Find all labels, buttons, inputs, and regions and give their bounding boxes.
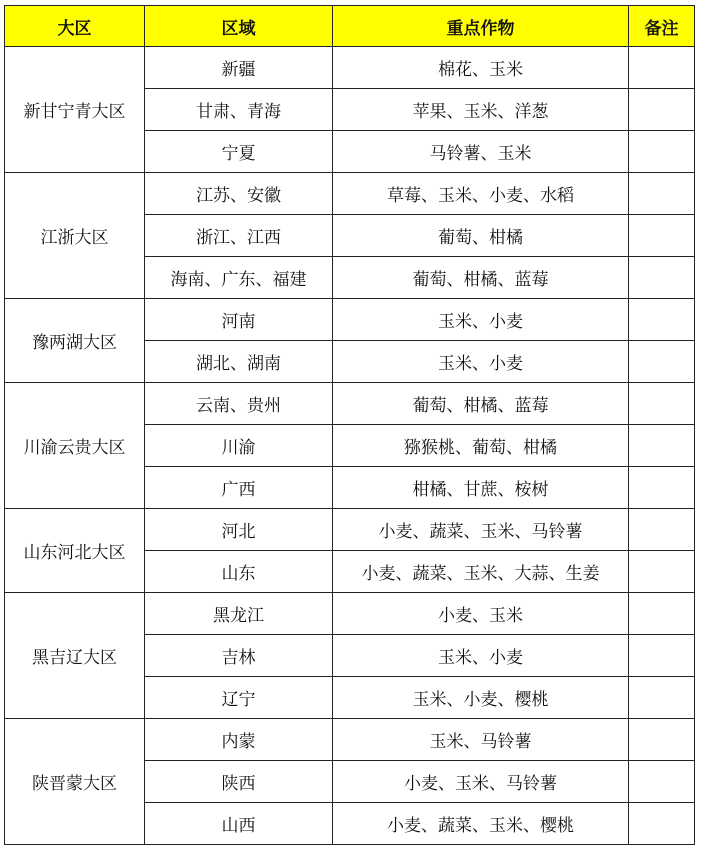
region-cell: 江浙大区 [5, 173, 145, 299]
region-cell: 黑吉辽大区 [5, 593, 145, 719]
area-cell: 江苏、安徽 [145, 173, 333, 215]
crops-cell: 苹果、玉米、洋葱 [333, 89, 629, 131]
header-note: 备注 [629, 6, 695, 47]
area-cell: 河北 [145, 509, 333, 551]
crops-cell: 马铃薯、玉米 [333, 131, 629, 173]
crops-cell: 小麦、蔬菜、玉米、樱桃 [333, 803, 629, 845]
note-cell [629, 761, 695, 803]
note-cell [629, 131, 695, 173]
area-cell: 黑龙江 [145, 593, 333, 635]
note-cell [629, 299, 695, 341]
area-cell: 甘肃、青海 [145, 89, 333, 131]
note-cell [629, 677, 695, 719]
region-cell: 新甘宁青大区 [5, 47, 145, 173]
note-cell [629, 551, 695, 593]
note-cell [629, 47, 695, 89]
crops-cell: 小麦、玉米、马铃薯 [333, 761, 629, 803]
crops-cell: 草莓、玉米、小麦、水稻 [333, 173, 629, 215]
table-row [5, 719, 695, 761]
note-cell [629, 509, 695, 551]
crops-cell: 玉米、小麦、樱桃 [333, 677, 629, 719]
region-cell: 豫两湖大区 [5, 299, 145, 383]
crops-cell: 猕猴桃、葡萄、柑橘 [333, 425, 629, 467]
area-cell: 山东 [145, 551, 333, 593]
note-cell [629, 173, 695, 215]
region-cell: 山东河北大区 [5, 509, 145, 593]
area-cell: 新疆 [145, 47, 333, 89]
area-cell: 广西 [145, 467, 333, 509]
crops-cell: 小麦、玉米 [333, 593, 629, 635]
area-cell: 川渝 [145, 425, 333, 467]
crops-cell: 葡萄、柑橘 [333, 215, 629, 257]
header-area: 区域 [145, 6, 333, 47]
table-body [5, 47, 695, 845]
area-cell: 内蒙 [145, 719, 333, 761]
note-cell [629, 257, 695, 299]
header-crops: 重点作物 [333, 6, 629, 47]
table-row [5, 593, 695, 635]
note-cell [629, 467, 695, 509]
table-row [5, 509, 695, 551]
table-row [5, 299, 695, 341]
header-row [5, 6, 695, 47]
table-row [5, 47, 695, 89]
note-cell [629, 593, 695, 635]
note-cell [629, 803, 695, 845]
note-cell [629, 383, 695, 425]
crops-cell: 小麦、蔬菜、玉米、大蒜、生姜 [333, 551, 629, 593]
region-cell: 陕晋蒙大区 [5, 719, 145, 845]
crops-cell: 玉米、小麦 [333, 299, 629, 341]
note-cell [629, 425, 695, 467]
crops-cell: 柑橘、甘蔗、桉树 [333, 467, 629, 509]
note-cell [629, 341, 695, 383]
area-cell: 辽宁 [145, 677, 333, 719]
table-row [5, 383, 695, 425]
region-cell: 川渝云贵大区 [5, 383, 145, 509]
area-cell: 吉林 [145, 635, 333, 677]
area-cell: 海南、广东、福建 [145, 257, 333, 299]
area-cell: 云南、贵州 [145, 383, 333, 425]
crops-cell: 小麦、蔬菜、玉米、马铃薯 [333, 509, 629, 551]
area-cell: 陕西 [145, 761, 333, 803]
area-cell: 宁夏 [145, 131, 333, 173]
header-region: 大区 [5, 6, 145, 47]
note-cell [629, 89, 695, 131]
area-cell: 山西 [145, 803, 333, 845]
crops-cell: 玉米、小麦 [333, 635, 629, 677]
crop-region-table [4, 5, 695, 845]
table-row [5, 173, 695, 215]
crops-cell: 葡萄、柑橘、蓝莓 [333, 383, 629, 425]
note-cell [629, 635, 695, 677]
note-cell [629, 215, 695, 257]
crops-cell: 葡萄、柑橘、蓝莓 [333, 257, 629, 299]
area-cell: 河南 [145, 299, 333, 341]
crops-cell: 玉米、马铃薯 [333, 719, 629, 761]
table-header [5, 6, 695, 47]
crops-cell: 玉米、小麦 [333, 341, 629, 383]
area-cell: 浙江、江西 [145, 215, 333, 257]
area-cell: 湖北、湖南 [145, 341, 333, 383]
crops-cell: 棉花、玉米 [333, 47, 629, 89]
note-cell [629, 719, 695, 761]
